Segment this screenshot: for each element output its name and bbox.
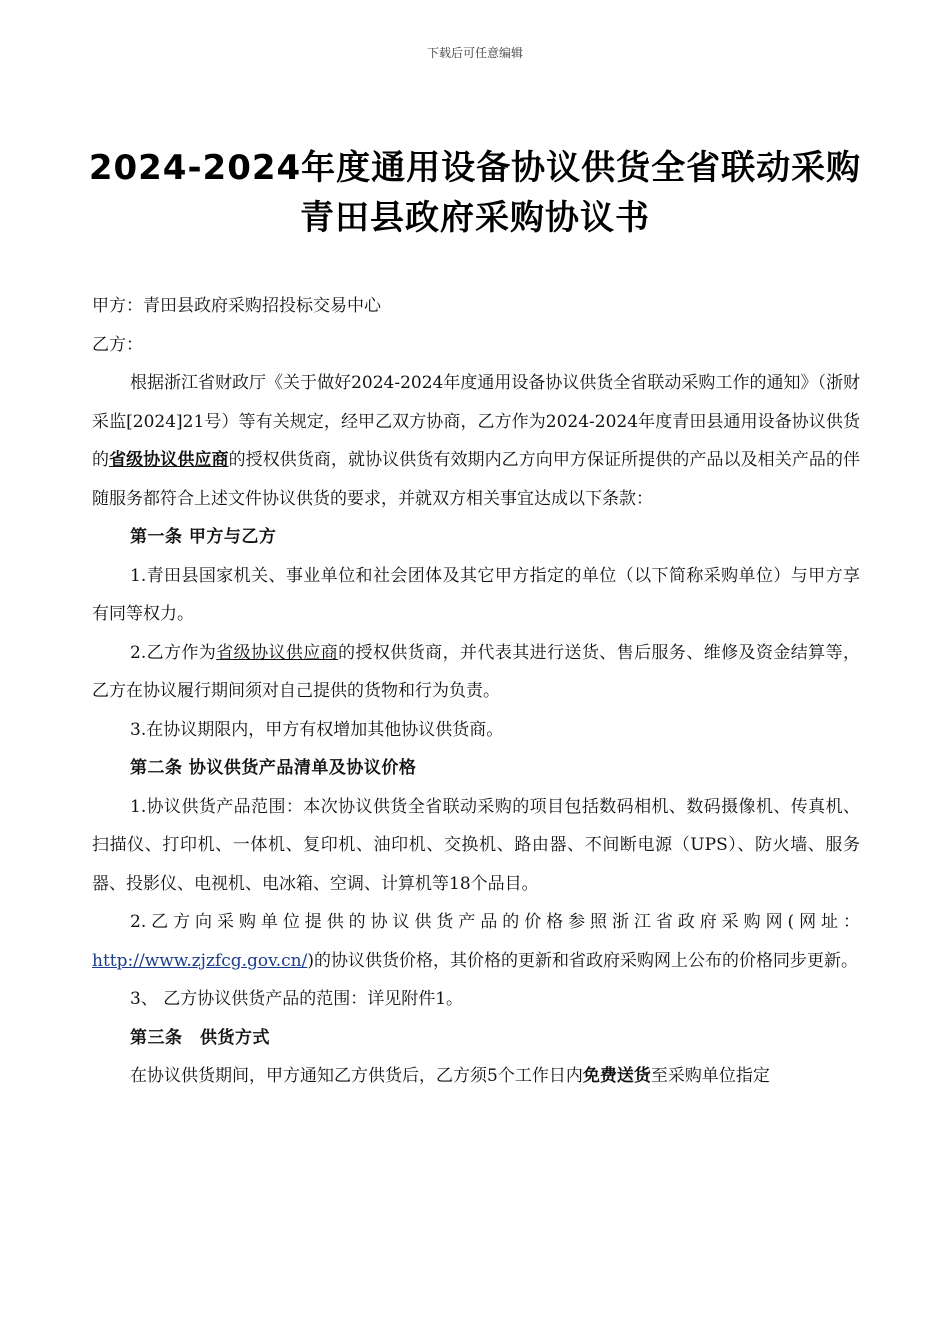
section-3-item-1 (92, 1057, 860, 1096)
section-1-item-3: 3.在协议期限内，甲方有权增加其他协议供货商。 (130, 719, 504, 740)
party-b: 乙方： (92, 334, 143, 355)
section-2-item-2 (92, 903, 860, 980)
section-2-item-3: 3、 乙方协议供货产品的范围：详见附件1。 (130, 989, 464, 1009)
section-3-title: 第三条 供货方式 (130, 1027, 270, 1048)
section-1-item-1: 1.青田县国家机关、事业单位和社会团体及其它甲方指定的单位（以下简称采购单位）与甲方享有同等权力。 (92, 565, 860, 624)
intro-paragraph (92, 364, 860, 518)
section-2-item-2-b: )的协议供货价格，其价格的更新和省政府采购网上公布的价格同步更新。 (307, 950, 858, 971)
section-2-item-1: 1.协议供货产品范围：本次协议供货全省联动采购的项目包括数码相机、数码摄像机、传真机、扫描仪、打印机、一体机、复印机、油印机、交换机、路由器、不间断电源（UPS）、防火墙、服务器、投影仪、电视机、电冰箱、空调、计算机等18个品目。 (92, 796, 860, 894)
document-body (92, 287, 860, 1096)
party-a: 甲方：青田县政府采购招投标交易中心 (92, 296, 381, 316)
section-3-item-1-a: 在协议供货期间，甲方通知乙方供货后，乙方须5个工作日内 (130, 1066, 583, 1086)
section-1-title: 第一条 甲方与乙方 (130, 527, 277, 547)
section-2-title: 第二条 协议供货产品清单及协议价格 (130, 758, 417, 778)
section-1-item-2-underlined: 省级协议供应商 (216, 642, 339, 663)
section-1-item-2-a: 2.乙方作为 (130, 642, 217, 663)
free-delivery-bold: 免费送货 (582, 1066, 651, 1086)
procurement-website-link[interactable]: http://www.zjzfcg.gov.cn/ (92, 950, 308, 971)
header-note: 下载后可任意编辑 (426, 46, 523, 60)
section-1-item-2-b: 的授权供货商，并代表其进行送货、售后服务、维修及资金结算等，乙方在协议履行期间须对自己提供的货物和行为负责。 (92, 642, 860, 701)
intro-supplier-underlined: 省级协议供应商 (109, 450, 229, 470)
document-title-line2: 青田县政府采购协议书 (300, 198, 650, 238)
intro-text-1: 根据浙江省财政厅《关于做好2024-2024年度通用设备协议供货全省联动采购工作的通知》（浙财采监[2024]21号）等有关规定，经甲乙双方协商，乙方作为2024-2024年度青田县通用设备协议供货的 (92, 373, 860, 470)
section-2-item-2-a: 2.乙方向采购单位提供的协议供货产品的价格参照浙江省政府采购网(网址： (130, 912, 860, 932)
section-3-item-1-c: 至采购单位指定 (650, 1066, 770, 1086)
document-title-line1: 2024-2024年度通用设备协议供货全省联动采购 (88, 148, 862, 188)
section-1-item-2 (92, 634, 860, 711)
intro-text-3: 的授权供货商，就协议供货有效期内乙方向甲方保证所提供的产品以及相关产品的伴随服务都符合上述文件协议供货的要求，并就双方相关事宜达成以下条款： (92, 450, 861, 509)
